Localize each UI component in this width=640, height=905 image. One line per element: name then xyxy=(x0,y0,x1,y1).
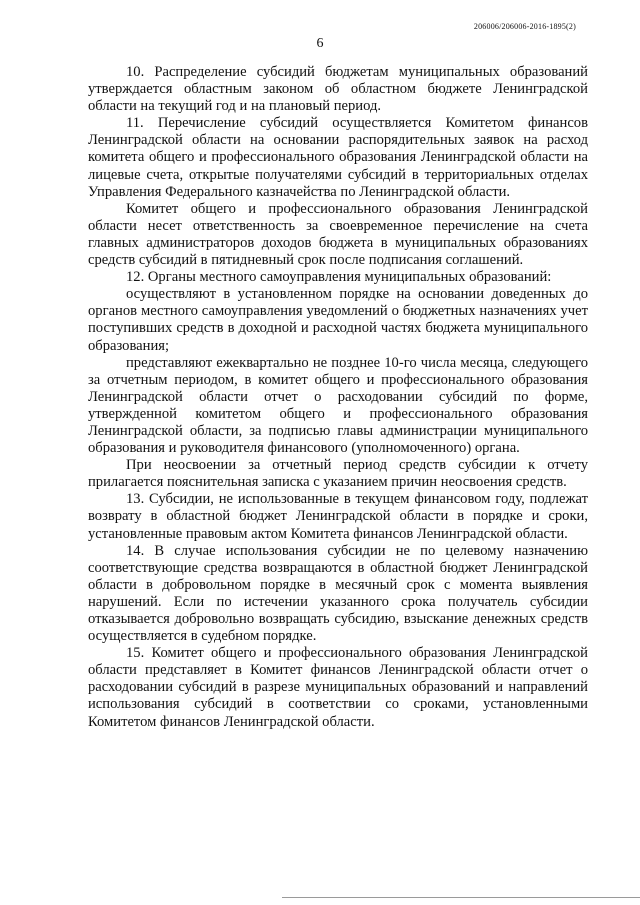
bottom-rule xyxy=(282,897,640,898)
paragraph-10: 10. Распределение субсидий бюджетам муниципальных образований утверждается областным законом об областном бюджете Ленинградской области на текущий год и на плановый период. xyxy=(88,64,588,115)
paragraph-12-accounting: осуществляют в установленном порядке на основании доведенных до органов местного самоуправления уведомлений о бюджетных назначениях учет поступивших средств в доходной и расходной частях бюджета муниципального образования; xyxy=(88,286,588,354)
paragraph-13: 13. Субсидии, не использованные в текущем финансовом году, подлежат возврату в областной бюджет Ленинградской области в порядке и сроки, установленные правовым актом Комитета финансов Ленинградской области. xyxy=(88,491,588,542)
paragraph-15: 15. Комитет общего и профессионального образования Ленинградской области представляет в Комитет финансов Ленинградской области отчет о расходовании субсидий в разрезе муниципальных образований и направлений использования субсидий в соответствии со сроками, установленными Комитетом финансов Ленинградской области. xyxy=(88,645,588,730)
paragraph-12-reporting: представляют ежеквартально не позднее 10-го числа месяца, следующего за отчетным периодом, в комитет общего и профессионального образования Ленинградской области отчет о расходовании субсидий по форме, утвержденной комитетом общего и профессионального образования Ленинградской области, за подписью главы администрации муниципального образования и руководителя финансового (уполномоченного) органа. xyxy=(88,354,588,457)
document-id: 206006/206006-2016-1895(2) xyxy=(473,22,576,31)
paragraph-12-explanatory-note: При неосвоении за отчетный период средств субсидии к отчету прилагается пояснительная записка с указанием причин неосвоения средств. xyxy=(88,457,588,491)
paragraph-12: 12. Органы местного самоуправления муниципальных образований: xyxy=(126,269,552,286)
page-number: 6 xyxy=(316,36,324,51)
body-text xyxy=(88,64,588,731)
paragraph-11: 11. Перечисление субсидий осуществляется Комитетом финансов Ленинградской области на основании распорядительных заявок на расход комитета общего и профессионального образования Ленинградской области на лицевые счета, открытые получателями субсидий в территориальных отделах Управления Федерального казначейства по Ленинградской области. xyxy=(88,115,588,200)
paragraph-11-responsibility: Комитет общего и профессионального образования Ленинградской области несет ответственность за своевременное перечисление на счета главных администраторов доходов бюджета в муниципальных образованиях средств субсидий в пятидневный срок после подписания соглашений. xyxy=(88,200,588,269)
paragraph-14: 14. В случае использования субсидии не по целевому назначению соответствующие средства возвращаются в областной бюджет Ленинградской области в добровольном порядке в месячный срок с момента выявления нарушений. Если по истечении указанного срока получатель субсидии отказывается добровольно возвращать субсидию, взыскание денежных средств осуществляется в судебном порядке. xyxy=(88,542,588,645)
